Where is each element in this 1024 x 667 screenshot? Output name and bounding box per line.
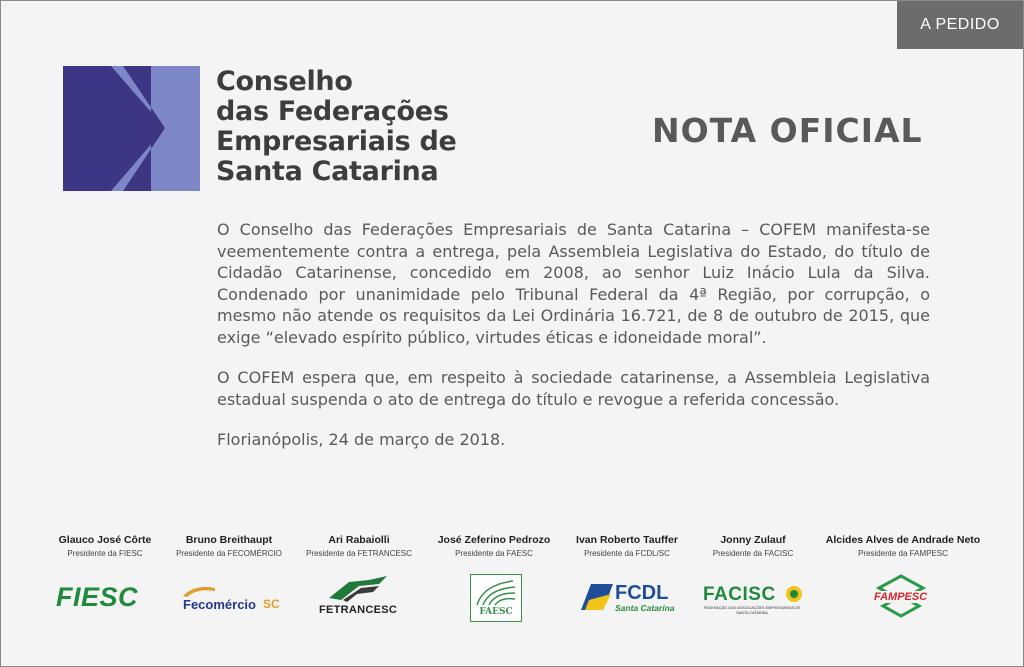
signatory-name: Glauco José Côrte bbox=[58, 534, 152, 546]
faesc-field-icon bbox=[473, 577, 519, 607]
faesc-logo bbox=[470, 574, 522, 622]
fecomercio-swoosh-icon bbox=[181, 584, 217, 598]
fetrancesc-emblem-icon bbox=[329, 576, 391, 602]
facisc-logo bbox=[703, 584, 803, 620]
fecomercio-logo-suffix: SC bbox=[263, 597, 280, 611]
facisc-logo-text: FACISC bbox=[703, 584, 776, 605]
signatory-name: Alcides Alves de Andrade Neto bbox=[825, 534, 981, 546]
a-pedido-tag: A PEDIDO bbox=[897, 1, 1023, 49]
signatories bbox=[1, 534, 1024, 634]
fetrancesc-logo bbox=[319, 576, 399, 622]
document-title: NOTA OFICIAL bbox=[652, 111, 923, 150]
signatory-name: José Zeferino Pedrozo bbox=[437, 534, 551, 546]
facisc-circle-icon bbox=[785, 585, 803, 603]
facisc-logo-suffix: FEDERAÇÃO DAS ASSOCIAÇÕES EMPRESARIAIS DE SANTA CATARINA bbox=[703, 606, 801, 615]
date-line: Florianópolis, 24 de março de 2018. bbox=[217, 430, 506, 449]
signatory-role: Presidente da FAESC bbox=[455, 549, 533, 558]
note-body bbox=[217, 219, 930, 470]
fcdl-logo-text: FCDL bbox=[615, 582, 669, 604]
fcdl-logo bbox=[581, 582, 681, 614]
signatory-name: Ivan Roberto Tauffer bbox=[576, 534, 678, 546]
organization-name-line: das Federações bbox=[216, 96, 449, 127]
fcdl-logo-suffix: Santa Catarina bbox=[615, 603, 675, 613]
signatory bbox=[813, 534, 993, 558]
paragraph: O COFEM espera que, em respeito à sociedade catarinense, a Assembleia Legislativa estadual suspenda o ato de entrega do título e revogue a referida concessão. bbox=[217, 368, 930, 409]
paragraph: O Conselho das Federações Empresariais de Santa Catarina – COFEM manifesta-se veementemente contra a entrega, pela Assembleia Legislativa do Estado, do título de Cidadão Catarinense, concedido em 2008, ao senhor Luiz Inácio Lula da Silva. Condenado por unanimidade pelo Tribunal Federal da 4ª Região, por corrupção, o mesmo não atende os requisitos da Lei Ordinária 16.721, de 8 de outubro de 2015, que exige “elevado espírito público, virtudes éticas e idoneidade moral”. bbox=[217, 220, 930, 347]
signatory-name: Ari Rabaiolli bbox=[328, 534, 390, 546]
signatory-role: Presidente da FAMPESC bbox=[858, 549, 948, 558]
fetrancesc-logo-text: FETRANCESC bbox=[319, 604, 398, 616]
organization-name bbox=[216, 67, 456, 187]
signatory-name: Bruno Breithaupt bbox=[185, 534, 273, 546]
signatory-role: Presidente da FCDL/SC bbox=[584, 549, 670, 558]
organization-name-line: Empresariais de bbox=[216, 126, 457, 157]
cofem-logo-icon bbox=[63, 66, 200, 191]
signatory-role: Presidente da FACISC bbox=[712, 549, 794, 558]
fcdl-emblem-icon bbox=[581, 584, 613, 610]
fecomercio-logo bbox=[181, 584, 291, 616]
fampesc-logo bbox=[869, 574, 939, 620]
organization-name-line: Santa Catarina bbox=[216, 156, 439, 187]
signatory-role: Presidente da FETRANCESC bbox=[306, 549, 412, 558]
signatory-role: Presidente da FECOMÉRCIO bbox=[176, 549, 282, 558]
signatory-role: Presidente da FIESC bbox=[67, 549, 143, 558]
fecomercio-logo-text: Fecomércio bbox=[183, 597, 256, 612]
faesc-logo-text: FAESC bbox=[479, 607, 513, 617]
fiesc-logo: FIESC bbox=[56, 582, 139, 612]
signatory-name: Jonny Zulauf bbox=[720, 534, 786, 546]
fampesc-logo-text: FAMPESC bbox=[874, 591, 928, 603]
organization-name-line: Conselho bbox=[216, 66, 353, 97]
